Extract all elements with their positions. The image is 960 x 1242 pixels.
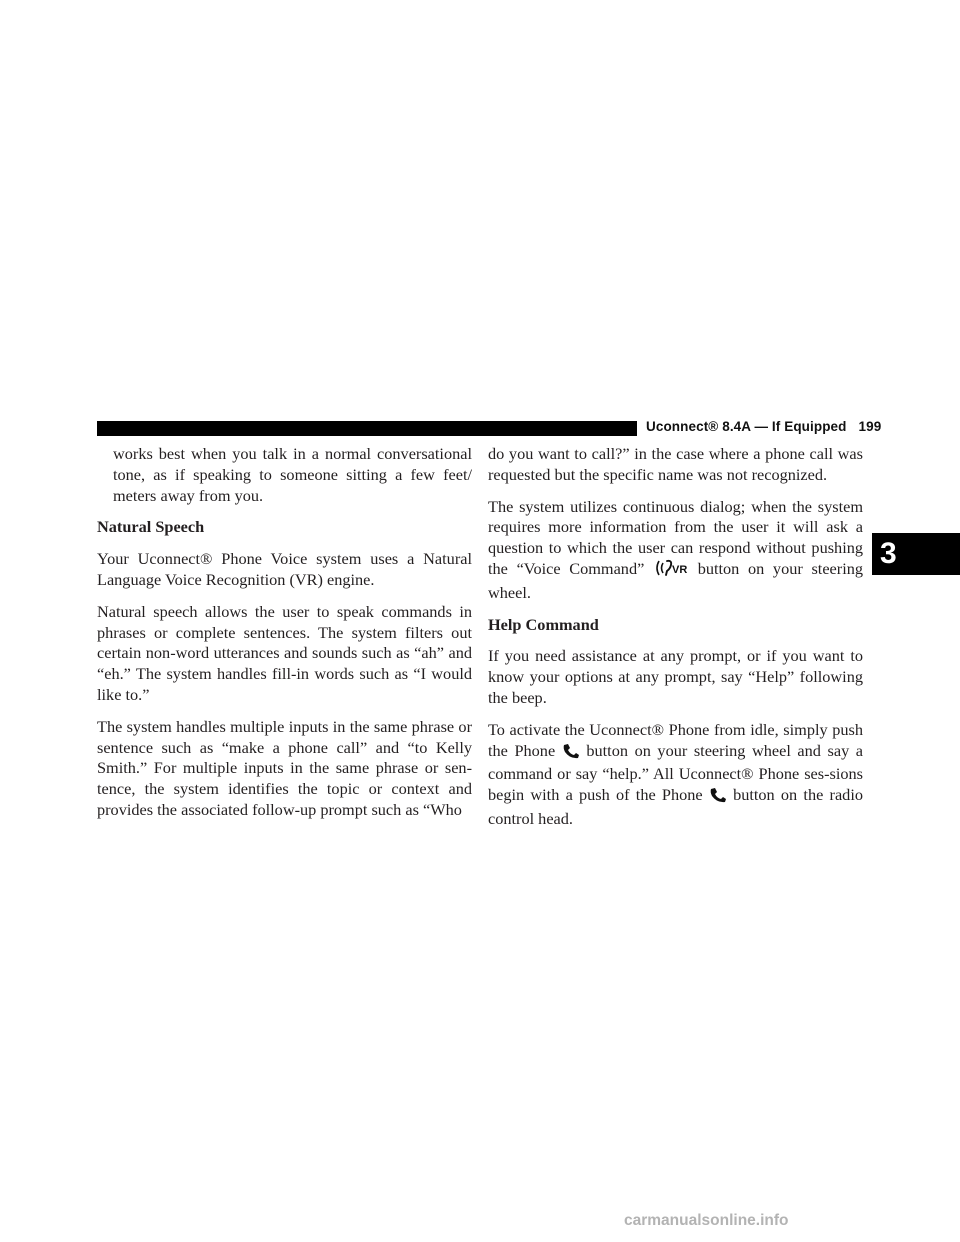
paragraph-natural-speech: Natural speech allows the user to speak commands in phrases or complete sentences. The system filters out certain non-word utterances and sounds such as “ah” and “eh.” The system handles fill-in words such as “I would like to.” (97, 601, 472, 704)
paragraph-activate-phone (488, 720, 863, 830)
paragraph-multiple-inputs: The system handles multiple inputs in the same phrase or sentence such as “make a phone call” and “to Kelly Smith.” For multiple inputs in the same phrase or sen-tence, the system identifies the topic or context and provides the associated follow-up prompt such as “Who (97, 716, 472, 819)
continued-paragraph: works best when you talk in a normal conversational tone, as if speaking to someone sitting a few feet/ meters away from you. (113, 444, 472, 505)
running-header (646, 419, 881, 434)
heading-help-command: Help Command (488, 614, 599, 634)
phone-icon (562, 743, 580, 765)
activate-text-3: button on the radio control head. (488, 785, 863, 828)
phone-icon (709, 787, 727, 809)
heading-natural-speech: Natural Speech (97, 517, 205, 537)
dialog-text-before-icon: The system utilizes continuous dialog; when the system requires more information from the user it will ask a question to which the user can respond without pushing the “Voice Command” (488, 496, 863, 578)
voice-command-icon (653, 559, 689, 583)
dialog-text-after-icon: button on your steering wheel. (488, 558, 863, 602)
paragraph-continuous-dialog (488, 497, 863, 604)
right-column (488, 444, 863, 841)
chapter-tab: 3 (872, 533, 960, 575)
paragraph-vr-engine: Your Uconnect® Phone Voice system uses a Natural Language Voice Recognition (VR) engine. (97, 549, 472, 589)
header-rule-bar (97, 421, 637, 436)
paragraph-continued-call: do you want to call?” in the case where a phone call was requested but the specific name was not recognized. (488, 444, 863, 484)
left-column (97, 444, 472, 832)
page-number: 199 (858, 419, 882, 434)
activate-text-1: To activate the Uconnect® Phone from idle, simply push the Phone (488, 719, 863, 760)
header-title: Uconnect® 8.4A — If Equipped (646, 419, 847, 434)
activate-text-2: button on your steering wheel and say a command or say “help.” All Uconnect® Phone ses-sions begin with a push of the Phone (488, 740, 864, 805)
paragraph-help: If you need assistance at any prompt, or if you want to know your options at any prompt, say “Help” following the beep. (488, 646, 863, 707)
svg-text:VR: VR (672, 563, 688, 576)
watermark: carmanualsonline.info (624, 1212, 789, 1229)
